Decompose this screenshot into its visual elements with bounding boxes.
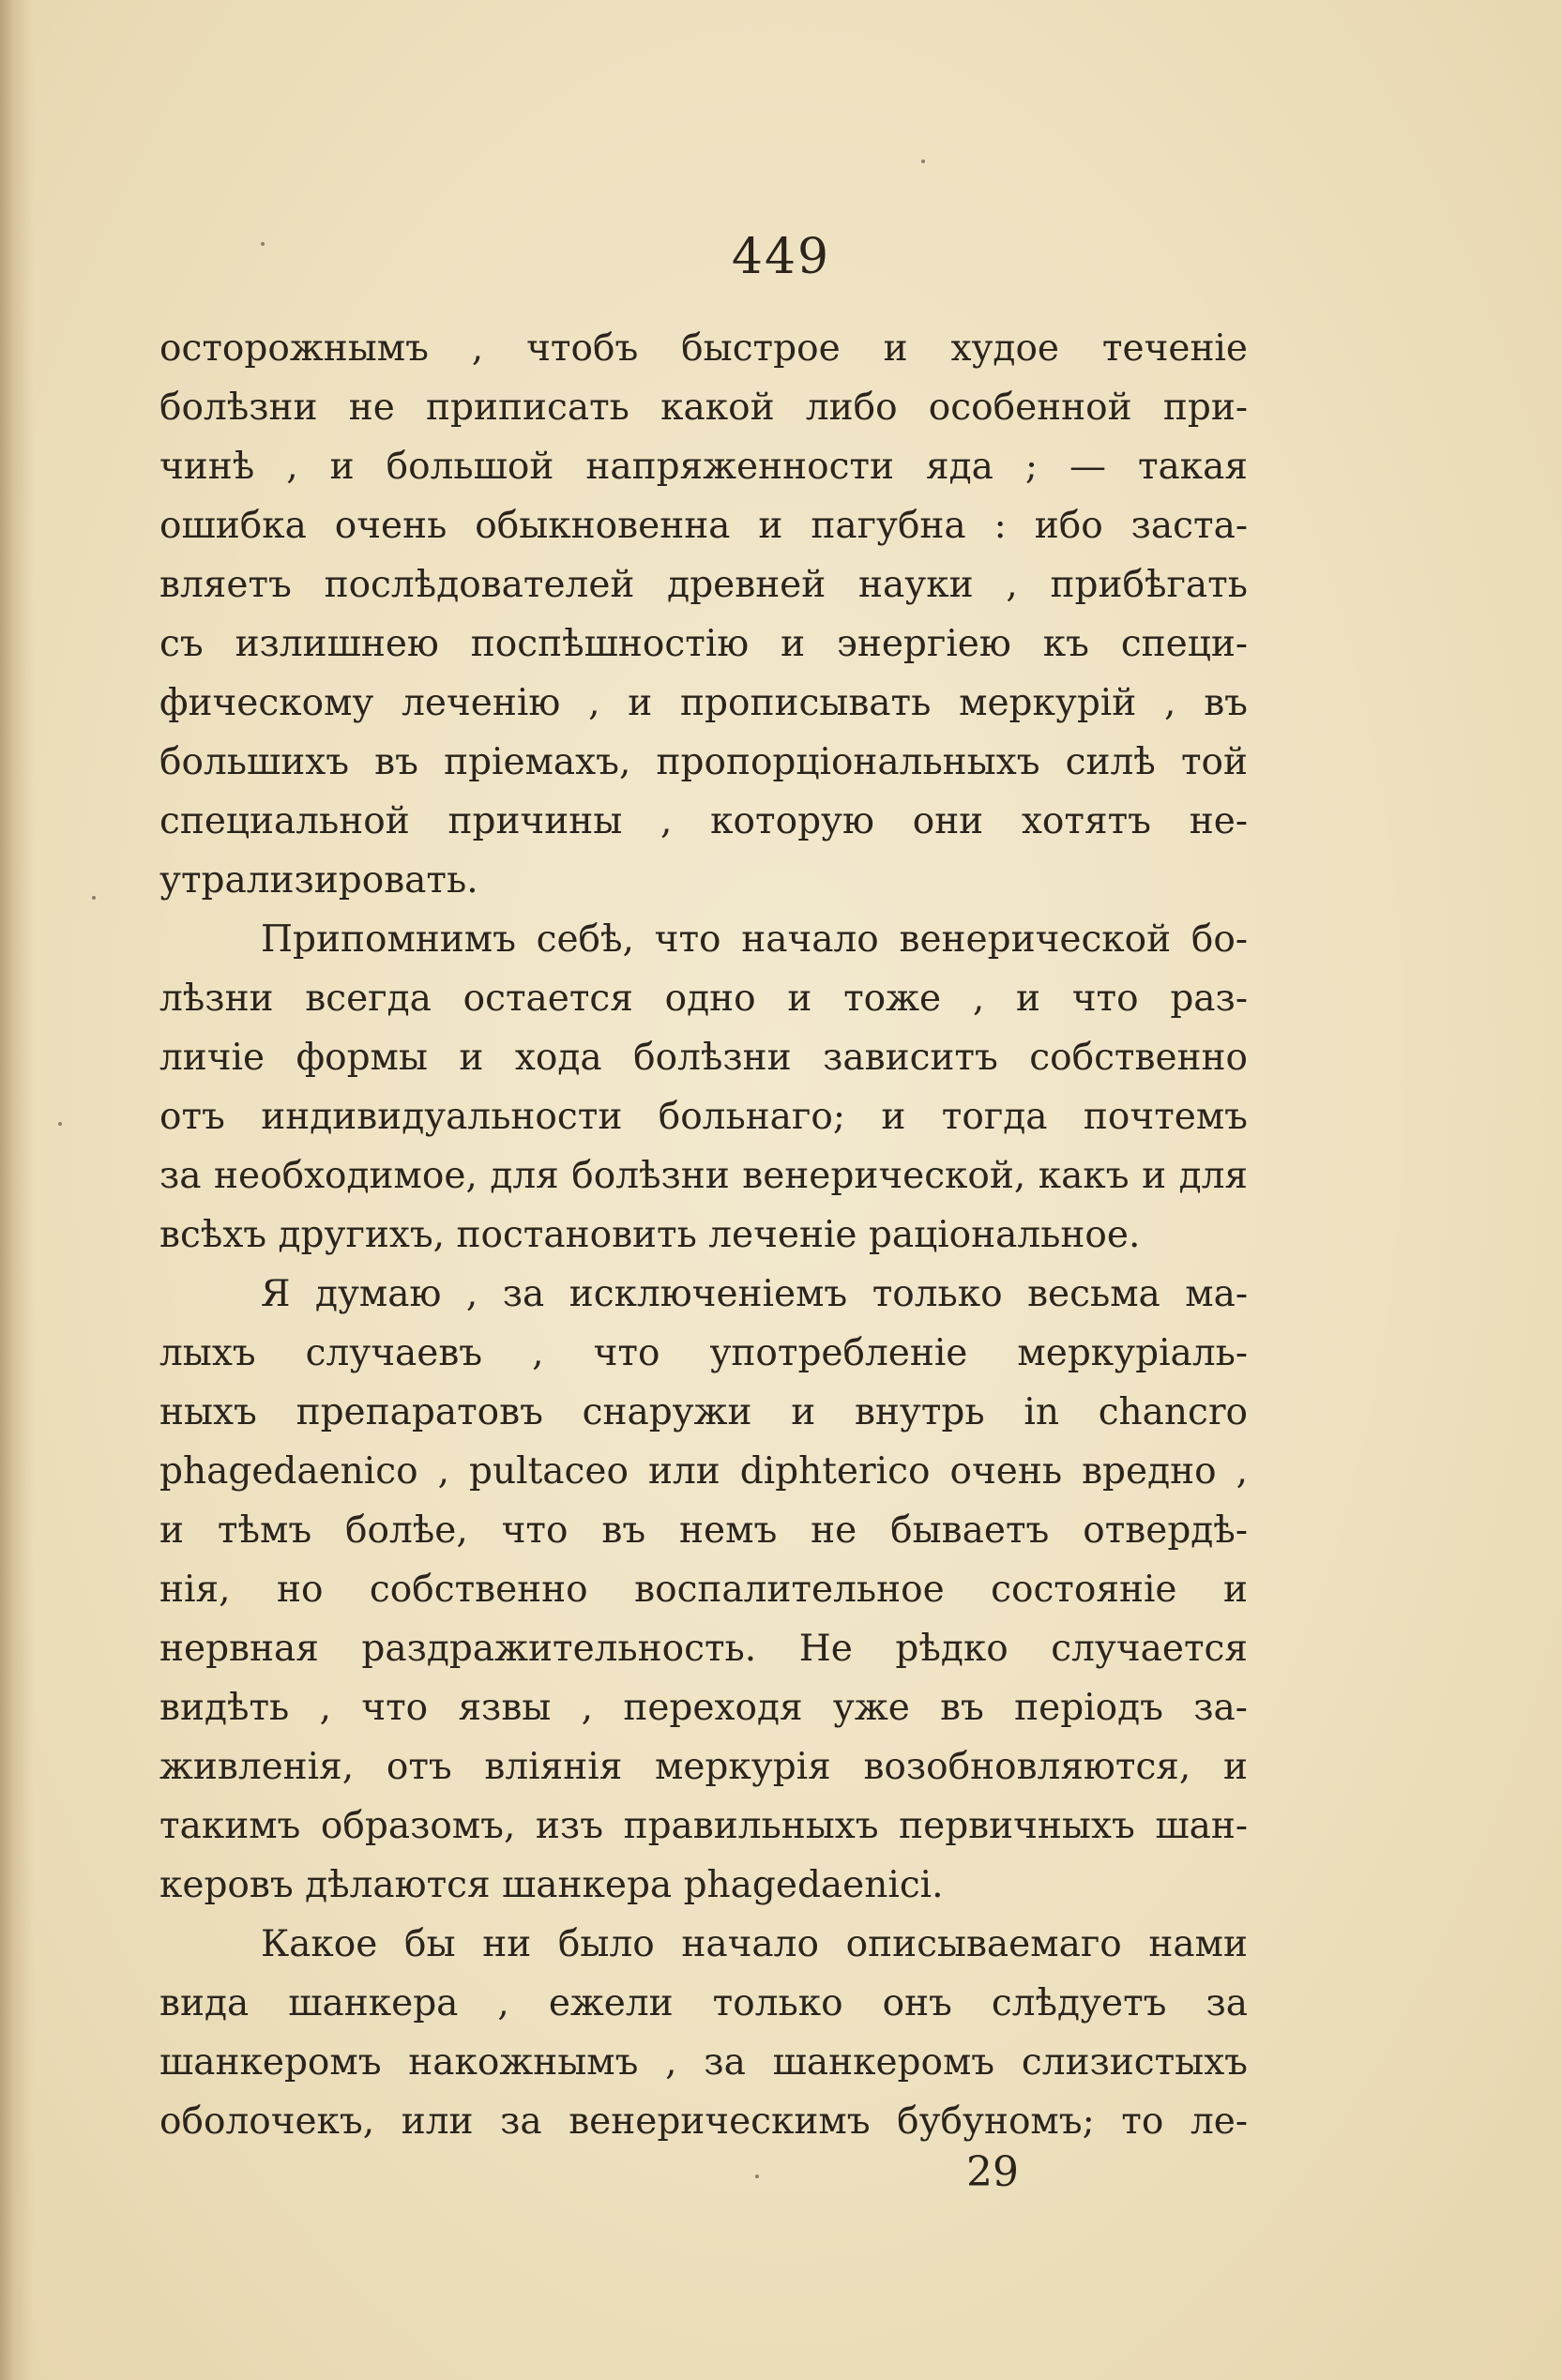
page-binding-edge: [0, 0, 34, 2380]
ink-speck: [261, 242, 265, 246]
ink-speck: [92, 896, 96, 900]
text-line: осторожнымъ , чтобъ быстрое и худое теченіе: [159, 327, 1248, 370]
text-line: phagedaenico , pultaceo или diphterico очень вредно ,: [159, 1450, 1248, 1493]
text-line: оболочекъ, или за венерическимъ бубуномъ; то ле-: [159, 2100, 1248, 2143]
ink-speck: [755, 2175, 759, 2178]
body-text: [159, 319, 1248, 2151]
paragraph-start-line: Какое бы ни было начало описываемаго нами: [261, 1923, 1248, 1965]
ink-speck: [58, 1122, 62, 1126]
signature-mark: 29: [966, 2148, 1019, 2196]
text-line: шанкеромъ накожнымъ , за шанкеромъ слизистыхъ: [159, 2041, 1248, 2084]
text-line: нервная раздражительность. Не рѣдко случается: [159, 1628, 1248, 1670]
text-line: вида шанкера , ежели только онъ слѣдуетъ за: [159, 1982, 1248, 2024]
paragraph-start-line: Я думаю , за исключеніемъ только весьма ма-: [261, 1273, 1248, 1315]
text-line: лыхъ случаевъ , что употребленіе меркуріаль-: [159, 1332, 1248, 1374]
ink-speck: [921, 159, 925, 163]
text-line: всѣхъ другихъ, постановить леченіе раціональное.: [159, 1214, 1141, 1256]
text-line: живленія, отъ вліянія меркурія возобновляются, и: [159, 1746, 1248, 1788]
page-number: 449: [731, 229, 831, 285]
text-line: фическому леченію , и прописывать меркурій , въ: [159, 682, 1248, 724]
text-line: видѣть , что язвы , переходя уже въ періодъ за-: [159, 1687, 1248, 1729]
text-line: отъ индивидуальности больнаго; и тогда почтемъ: [159, 1096, 1248, 1138]
text-line: за необходимое, для болѣзни венерической, какъ и для: [159, 1155, 1248, 1197]
text-line: лѣзни всегда остается одно и тоже , и что раз-: [159, 978, 1248, 1020]
text-line: и тѣмъ болѣе, что въ немъ не бываетъ отвердѣ-: [159, 1509, 1248, 1552]
text-line: ныхъ препаратовъ снаружи и внутрь in chancro: [159, 1391, 1248, 1433]
text-line: вляетъ послѣдователей древней науки , прибѣгать: [159, 564, 1248, 606]
text-line: чинѣ , и большой напряженности яда ; — такая: [159, 446, 1248, 488]
text-line: болѣзни не приписать какой либо особенной при-: [159, 387, 1248, 429]
text-line: ошибка очень обыкновенна и пагубна : ибо заста-: [159, 505, 1248, 547]
text-line: большихъ въ пріемахъ, пропорціональныхъ силѣ той: [159, 741, 1248, 783]
paragraph-start-line: Припомнимъ себѣ, что начало венерической бо-: [261, 918, 1248, 961]
text-line: керовъ дѣлаются шанкера phagedaenici.: [159, 1864, 944, 1906]
text-line: нія, но собственно воспалительное состояніе и: [159, 1569, 1248, 1611]
text-line: утрализировать.: [159, 859, 478, 902]
text-line: специальной причины , которую они хотятъ не-: [159, 800, 1248, 842]
text-line: съ излишнею поспѣшностію и энергіею къ специ-: [159, 623, 1248, 665]
text-line: такимъ образомъ, изъ правильныхъ первичныхъ шан-: [159, 1805, 1248, 1847]
text-line: личіе формы и хода болѣзни зависитъ собственно: [159, 1037, 1248, 1079]
